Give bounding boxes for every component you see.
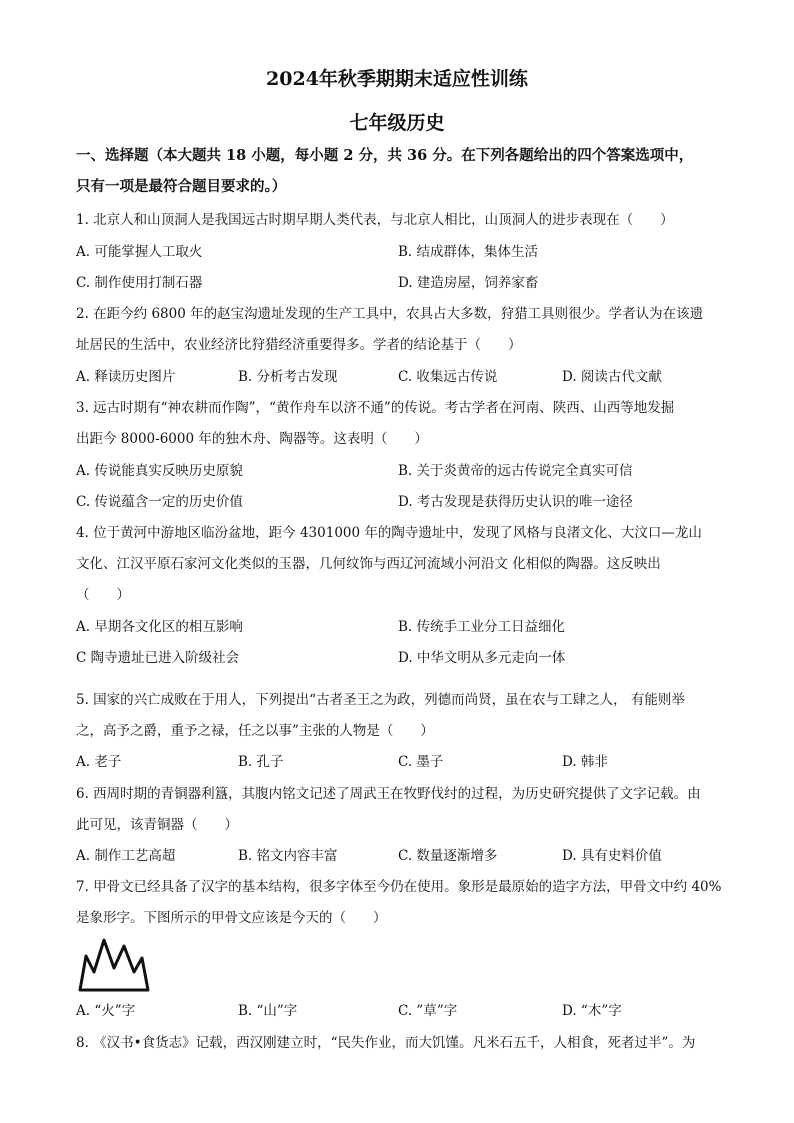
question-2-text-line-2: 址居民的生活中，农业经济比狩猎经济重要得多。学者的结论基于（ ）: [76, 337, 522, 353]
question-6-option-c[interactable]: C. 数量逐渐增多: [398, 848, 498, 864]
question-4-option-c[interactable]: C 陶寺遗址已进入阶级社会: [76, 650, 240, 666]
question-1-option-a[interactable]: A. 可能掌握人工取火: [76, 244, 203, 260]
section-heading-line-1: 一、选择题（本大题共 18 小题，每小题 2 分，共 36 分。在下列各题给出的四个答案选项中，: [76, 147, 694, 164]
question-3-option-b[interactable]: B. 关于炎黄帝的远古传说完全真实可信: [398, 463, 633, 479]
page-title: 2024年秋季期期末适应性训练: [266, 68, 528, 90]
question-5-option-c[interactable]: C. 墨子: [398, 754, 444, 770]
question-6-text-line-1: 6. 西周时期的青铜器利簋，其腹内铭文记述了周武王在牧野伐纣的过程，为历史研究提供了文字记载。由: [76, 786, 701, 802]
question-4-option-d[interactable]: D. 中华文明从多元走向一体: [398, 650, 566, 666]
question-4-option-b[interactable]: B. 传统手工业分工日益细化: [398, 619, 566, 635]
question-3-option-d[interactable]: D. 考古发现是获得历史认识的唯一途径: [398, 494, 633, 510]
question-8-text-line-1: 8. 《汉书•食货志》记载，西汉刚建立时，“民失作业，而大饥馑。凡米石五千，人相食，死者过半”。为: [76, 1035, 696, 1051]
question-4-option-a[interactable]: A. 早期各文化区的相互影响: [76, 619, 243, 635]
question-1-option-d[interactable]: D. 建造房屋，饲养家畜: [398, 275, 539, 291]
question-6-option-d[interactable]: D. 具有史料价值: [562, 848, 662, 864]
question-7-option-b[interactable]: B. “山”字: [238, 1003, 298, 1019]
question-5-text-line-1: 5. 国家的兴亡成败在于用人，下列提出“古者圣王之为政，列德而尚贤，虽在农与工肆之人， 有能则举: [76, 692, 685, 708]
question-5-option-a[interactable]: A. 老子: [76, 754, 122, 770]
question-5-text-line-2: 之，高予之爵，重予之禄，任之以事”主张的人物是（ ）: [76, 723, 434, 739]
question-3-option-c[interactable]: C. 传说蕴含一定的历史价值: [76, 494, 243, 510]
question-5-option-b[interactable]: B. 孔子: [238, 754, 284, 770]
question-2-option-b[interactable]: B. 分析考古发现: [238, 369, 338, 385]
question-6-option-a[interactable]: A. 制作工艺高超: [76, 848, 176, 864]
question-4-text-line-1: 4. 位于黄河中游地区临汾盆地，距今 4301000 年的陶寺遗址中，发现了风格与良渚文化、大汶口—龙山: [76, 525, 702, 541]
question-4-text-line-3: （ ）: [76, 587, 130, 603]
question-3-text-line-2: 出距今 8000-6000 年的独木舟、陶器等。这表明（ ）: [76, 431, 428, 447]
question-4-text-line-2: 文化、江汉平原石家河文化类似的玉器，几何纹饰与西辽河流域小河沿文 化相似的陶器。这反映出: [76, 556, 661, 572]
question-1-text: 1. 北京人和山顶洞人是我国远古时期早期人类代表，与北京人相比，山顶洞人的进步表现在（ ）: [76, 212, 674, 228]
question-6-text-line-2: 此可见，该青铜器（ ）: [76, 817, 238, 833]
question-6-option-b[interactable]: B. 铭文内容丰富: [238, 848, 338, 864]
question-7-option-d[interactable]: D. “木”字: [562, 1003, 622, 1019]
question-5-option-d[interactable]: D. 韩非: [562, 754, 608, 770]
question-3-text-line-1: 3. 远古时期有“神农耕而作陶”，“黄作舟车以济不通”的传说。考古学者在河南、陕西、山西等地发掘: [76, 400, 675, 416]
question-2-option-c[interactable]: C. 收集远古传说: [398, 369, 498, 385]
question-2-option-d[interactable]: D. 阅读古代文献: [562, 369, 662, 385]
section-heading-line-2: 只有一项是最符合题目要求的。）: [76, 178, 287, 195]
question-7-text-line-1: 7. 甲骨文已经具备了汉字的基本结构，很多字体至今仍在使用。象形是最原始的造字方法，甲骨文中约 40%: [76, 879, 722, 895]
question-2-option-a[interactable]: A. 释读历史图片: [76, 369, 176, 385]
page-subtitle: 七年级历史: [349, 112, 445, 134]
question-7-option-a[interactable]: A. “火”字: [76, 1003, 136, 1019]
question-1-option-c[interactable]: C. 制作使用打制石器: [76, 275, 203, 291]
question-1-option-b[interactable]: B. 结成群体，集体生活: [398, 244, 539, 260]
question-2-text-line-1: 2. 在距今约 6800 年的赵宝沟遗址发现的生产工具中，农具占大多数，狩猎工具则很少。学者认为在该遗: [76, 306, 704, 322]
oracle-bone-mountain-glyph: [76, 932, 152, 994]
question-3-option-a[interactable]: A. 传说能真实反映历史原貌: [76, 463, 243, 479]
question-7-option-c[interactable]: C. ”草”字: [398, 1003, 458, 1019]
section-heading: [76, 140, 726, 202]
question-7-text-line-2: 是象形字。下图所示的甲骨文应该是今天的（ ）: [76, 910, 387, 926]
